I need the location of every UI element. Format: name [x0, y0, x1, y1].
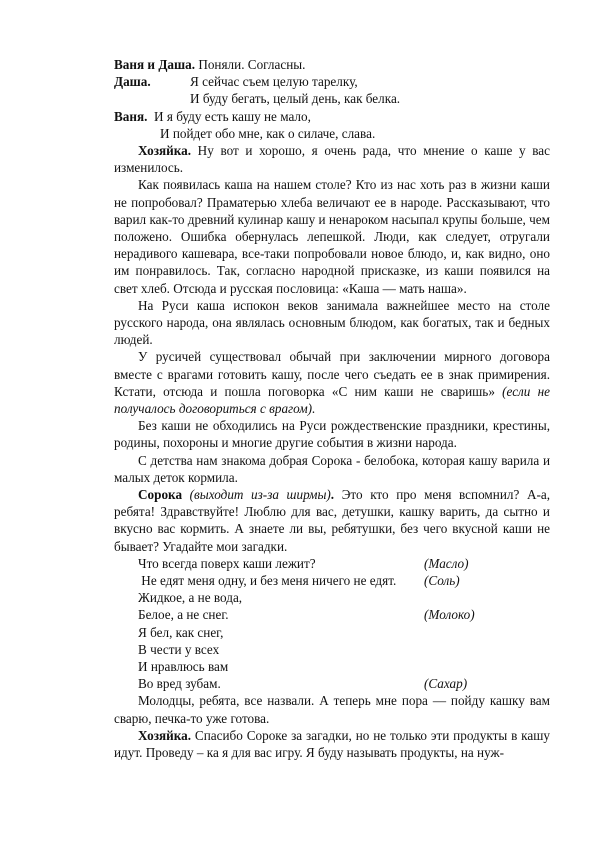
- riddle-text: Я бел, как снег,: [138, 624, 224, 640]
- paragraph: [114, 348, 550, 417]
- riddle-row: [136, 589, 550, 606]
- paragraph-text: Ну вот и хорошо, я очень рада, что мнение о каше у вас изменилось.: [114, 143, 550, 176]
- riddle-row: [136, 658, 550, 675]
- speaker-name: Хозяйка.: [138, 727, 192, 743]
- dialogue-text: Поняли. Согласны.: [195, 57, 306, 72]
- paragraph: На Руси каша испокон веков занимала важнейшее место на столе русского народа, она являлась основным блюдом, как богатых, так и бедных людей.: [114, 297, 550, 348]
- riddle-answer: (Сахар): [424, 676, 468, 692]
- riddle-row: [136, 572, 550, 589]
- verse-line: И я буду есть кашу не мало,: [147, 108, 311, 124]
- paragraph-text: У русичей существовал обычай при заключении мирного договора вместе с врагами готовить кашу, после чего съедать ее в знак примирения. Кстати, отсюда и пошла поговорка «С ним каши не сваришь»: [114, 349, 550, 399]
- riddle-list: [114, 555, 550, 693]
- riddle-text: Не едят меня одну, и без меня ничего не едят.: [138, 573, 397, 589]
- riddle-text: Белое, а не снег.: [138, 607, 229, 623]
- dialogue-line: [114, 56, 550, 73]
- riddle-text: Жидкое, а не вода,: [138, 590, 243, 606]
- paragraph: [114, 727, 550, 761]
- paragraph-italic-note: (если не получалось договориться с врагом).: [114, 383, 551, 417]
- riddle-row: [136, 624, 550, 641]
- verse-line: И буду бегать, целый день, как белка.: [190, 91, 401, 107]
- riddle-row: [136, 641, 550, 658]
- speaker-name: Сорока: [138, 487, 183, 503]
- riddle-row: [136, 606, 550, 623]
- speaker-name: Хозяйка.: [138, 143, 192, 159]
- speaker-dot: .: [330, 487, 335, 503]
- paragraph-text: Это кто про меня вспомнил? А-а, ребята! Здравствуйте! Люблю для вас, детушки, кашку варить, да сытно и вкусно вас кормить. А знаете ли вы, ребятушки, без чего вкусной каши не бывает? Угадайте мои загадки.: [114, 487, 551, 554]
- riddle-text: В чести у всех: [138, 641, 220, 657]
- document-page: [114, 56, 550, 761]
- riddle-answer: (Масло): [424, 555, 469, 571]
- speaker-name: Даша.: [114, 74, 151, 90]
- riddle-row: [136, 555, 550, 572]
- paragraph-text: Спасибо Сороке за загадки, но не только эти продукты в кашу идут. Проведу – ка я для вас игру. Я буду называть продукты, на нуж-: [114, 727, 550, 760]
- paragraph: Как появилась каша на нашем столе? Кто из нас хоть раз в жизни каши не попробовал? Праматерью хлеба величают ее в народе. Рассказывают, что варил как-то древний кулинар кашу и ненароком насыпал крупы больше, чем положено. Ошибка обернулась лепешкой. Люди, как следует, отругали нерадивого кашевара, все-таки попробовали новое блюдо, и, как видно, оно им понравилось. Так, согласно народной присказке, из каши появился на свет хлеб. Отсюда и русская пословица: «Каша — мать наша».: [114, 177, 550, 296]
- riddle-text: Во вред зубам.: [138, 676, 221, 692]
- paragraph: [114, 486, 550, 555]
- stage-direction: (выходит из-за ширмы): [182, 487, 331, 503]
- dialogue-line: [114, 108, 550, 125]
- verse-line: И пойдет обо мне, как о силаче, слава.: [160, 125, 376, 141]
- speaker-name: Ваня.: [114, 108, 148, 124]
- paragraph: Без каши не обходились на Руси рождественские праздники, крестины, родины, похороны и многие другие события в жизни народа.: [114, 418, 550, 451]
- riddle-row: [136, 675, 550, 692]
- paragraph: Молодцы, ребята, все назвали. А теперь мне пора — пойду кашку вам сварю, печка-то уже готова.: [114, 693, 550, 726]
- riddle-text: Что всегда поверх каши лежит?: [138, 555, 316, 571]
- speaker-name: Ваня и Даша.: [114, 57, 196, 72]
- riddle-answer: (Соль): [424, 573, 460, 589]
- paragraph: С детства нам знакома добрая Сорока - белобока, которая кашу варила и малых деток кормила.: [114, 452, 550, 485]
- verse-line: Я сейчас съем целую тарелку,: [190, 74, 358, 90]
- paragraph: [114, 142, 550, 176]
- riddle-text: И нравлюсь вам: [138, 659, 229, 675]
- riddle-answer: (Молоко): [424, 607, 475, 623]
- dialogue-line: [114, 73, 550, 90]
